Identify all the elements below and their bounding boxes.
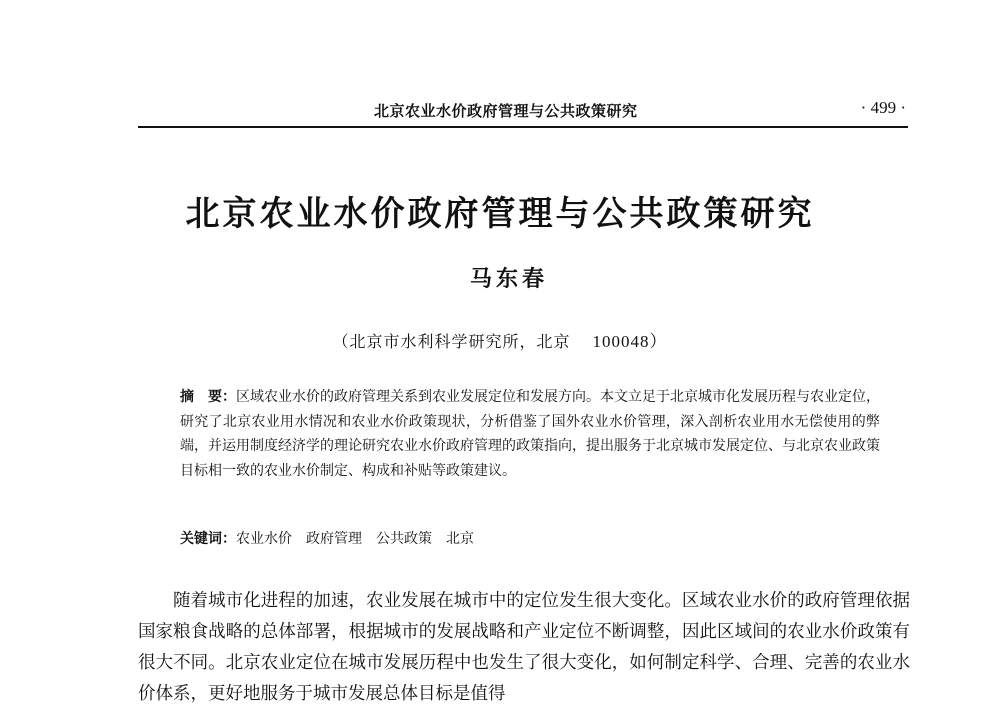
keyword-item: 农业水价 xyxy=(236,531,292,547)
keywords xyxy=(180,528,880,548)
keyword-item: 公共政策 xyxy=(376,531,432,547)
keyword-item: 政府管理 xyxy=(306,531,362,547)
author-name: 马东春 xyxy=(469,266,548,292)
postal-code: 100048） xyxy=(592,332,668,351)
abstract-label: 摘 要： xyxy=(180,389,236,405)
body-paragraph: 随着城市化进程的加速，农业发展在城市中的定位发生很大变化。区域农业水价的政府管理依据国家粮食战略的总体部署，根据城市的发展战略和产业定位不断调整，因此区域间的农业水价政策有很大不同。北京农业定位在城市发展历程中也发生了很大变化，如何制定科学、合理、完善的农业水价体系，更好地服务于城市发展总体目标是值得 xyxy=(138,591,910,704)
keyword-item: 北京 xyxy=(446,531,474,547)
affiliation-text: （北京市水利科学研究所，北京 xyxy=(332,332,571,351)
running-head xyxy=(138,98,908,126)
abstract xyxy=(180,385,880,483)
abstract-text: 区域农业水价的政府管理关系到农业发展定位和发展方向。本文立足于北京城市化发展历程与农业定位，研究了北京农业用水情况和农业水价政策现状，分析借鉴了国外农业水价管理，深入剖析农业用水无偿使用的弊端，并运用制度经济学的理论研究农业水价政府管理的政策指向，提出服务于北京城市发展定位、与北京农业政策目标相一致的农业水价制定、构成和补贴等政策建议。 xyxy=(180,389,880,479)
header-rule xyxy=(138,126,908,128)
page-number: · 499 · xyxy=(860,98,906,117)
running-head-title: 北京农业水价政府管理与公共政策研究 xyxy=(374,102,638,120)
article-title: 北京农业水价政府管理与公共政策研究 xyxy=(185,194,815,234)
keywords-label: 关键词： xyxy=(180,531,236,547)
author-affiliation xyxy=(0,327,1000,352)
